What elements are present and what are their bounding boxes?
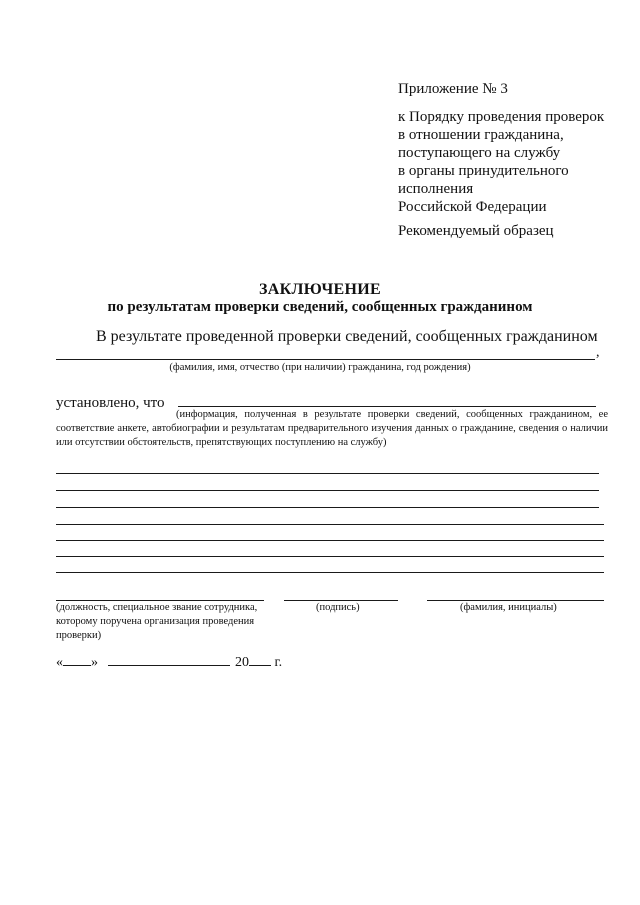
- document-title: ЗАКЛЮЧЕНИЕ: [259, 281, 381, 298]
- conclusion-line[interactable]: [56, 524, 604, 525]
- date-close-quote: »: [91, 655, 98, 670]
- date-year-prefix: 20: [235, 655, 249, 670]
- established-label: установлено, что: [56, 395, 165, 411]
- appendix-reference: [398, 108, 604, 216]
- conclusion-line[interactable]: [56, 490, 599, 491]
- appendix-line: исполнения: [398, 181, 474, 197]
- citizen-name-field[interactable]: [56, 359, 595, 360]
- conclusion-line[interactable]: [56, 572, 604, 573]
- conclusion-line[interactable]: [56, 507, 599, 508]
- initials-caption: (фамилия, инициалы): [460, 602, 557, 613]
- position-caption: (должность, специальное звание сотрудника, которому поручена организация проведения проверки): [56, 602, 258, 641]
- recommended-sample-label: Рекомендуемый образец: [398, 223, 554, 239]
- conclusion-line[interactable]: [56, 556, 604, 557]
- appendix-line: в отношении гражданина,: [398, 127, 564, 143]
- intro-text: В результате проведенной проверки сведений, сообщенных гражданином: [96, 328, 598, 345]
- date-year-suffix: г.: [274, 655, 283, 670]
- date-line: [56, 653, 282, 672]
- citizen-name-caption: (фамилия, имя, отчество (при наличии) гражданина, год рождения): [169, 362, 471, 373]
- date-day-field[interactable]: [63, 653, 91, 666]
- conclusion-line[interactable]: [56, 540, 604, 541]
- info-caption: (информация, полученная в результате проверки сведений, сообщенных гражданином, ее соответствие анкете, автобиографии и результатам предварительного изучения данных о гражданине, сведения о наличии или отсутствии обстоятельств, препятствующих поступлению на службу): [56, 409, 608, 448]
- document-subtitle: по результатам проверки сведений, сообщенных гражданином: [107, 299, 533, 315]
- date-open-quote: «: [56, 655, 63, 670]
- appendix-line: поступающего на службу: [398, 145, 561, 161]
- conclusion-line[interactable]: [56, 473, 599, 474]
- signature-caption: (подпись): [316, 602, 360, 613]
- established-field[interactable]: [178, 406, 596, 407]
- appendix-number: Приложение № 3: [398, 81, 508, 97]
- date-year-field[interactable]: [249, 653, 271, 666]
- appendix-line: Российской Федерации: [398, 199, 547, 215]
- date-month-field[interactable]: [108, 653, 230, 666]
- appendix-line: к Порядку проведения проверок: [398, 109, 605, 125]
- trailing-comma: ,: [596, 345, 600, 360]
- appendix-line: в органы принудительного: [398, 163, 569, 179]
